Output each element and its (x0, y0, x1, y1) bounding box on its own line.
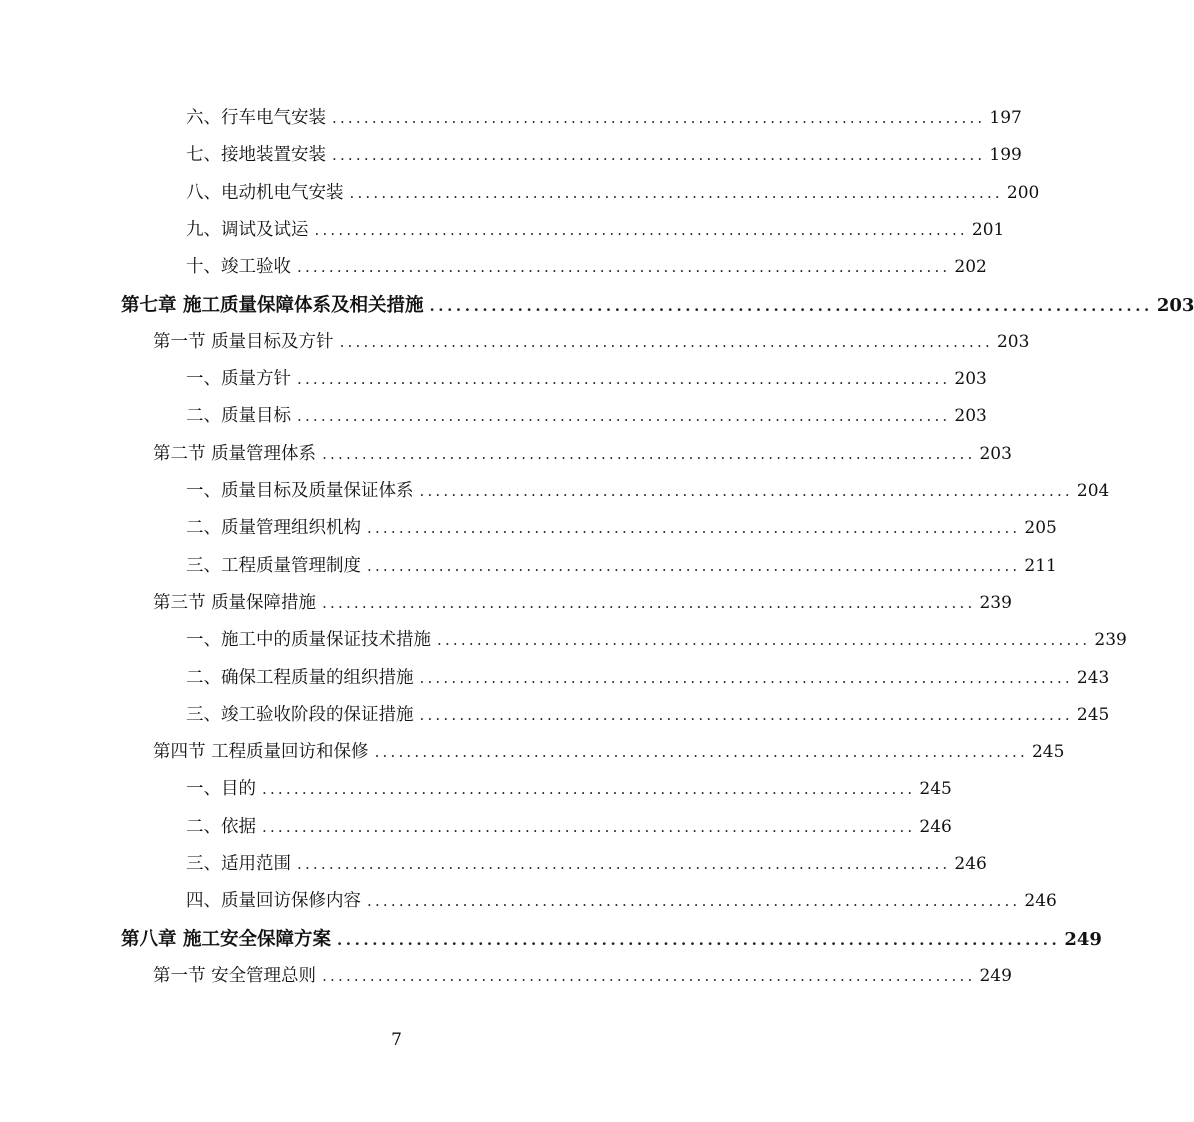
toc-entry[interactable] (186, 510, 1057, 547)
dot-leader: .................................................................................. (297, 855, 951, 873)
toc-entry-title: 第七章 施工质量保障体系及相关措施 (121, 294, 424, 316)
toc-entry[interactable] (186, 473, 1110, 510)
toc-entry-title: 七、接地装置安装 (186, 145, 326, 166)
toc-entry-title: 一、质量目标及质量保证体系 (186, 481, 414, 501)
toc-entry-title: 九、调试及试运 (186, 219, 309, 240)
toc-entry-title: 三、适用范围 (186, 854, 291, 874)
toc-entry-title: 第四节 工程质量回访和保修 (153, 742, 369, 763)
toc-entry-page: 204 (1076, 481, 1110, 501)
dot-leader: .................................................................................. (437, 631, 1091, 650)
toc-entry-page: 249 (1064, 928, 1102, 950)
toc-entry-title: 第三节 质量保障措施 (153, 592, 317, 613)
toc-entry-page: 243 (1076, 667, 1110, 688)
dot-leader: .................................................................................. (429, 296, 1153, 315)
toc-entry[interactable] (186, 398, 987, 435)
toc-entry-page: 211 (1024, 555, 1057, 576)
toc-entry[interactable] (186, 809, 952, 846)
toc-entry[interactable] (186, 548, 1057, 585)
toc-entry-title: 二、质量管理组织机构 (186, 518, 361, 539)
toc-entry-page: 246 (919, 816, 952, 837)
dot-leader: .................................................................................. (322, 593, 976, 612)
toc-entry-page: 197 (989, 108, 1022, 128)
toc-entry[interactable] (186, 249, 987, 286)
toc-entry-page: 203 (1156, 294, 1194, 316)
toc-entry-title: 四、质量回访保修内容 (186, 891, 361, 912)
dot-leader: .................................................................................. (332, 109, 986, 127)
toc-entry-title: 一、质量方针 (186, 369, 291, 390)
dot-leader: .................................................................................. (367, 892, 1021, 911)
toc-entry[interactable] (186, 883, 1057, 920)
toc-entry-page: 203 (954, 369, 987, 390)
toc-entry[interactable] (186, 622, 1127, 659)
toc-entry[interactable] (186, 361, 987, 398)
toc-section-entry[interactable] (153, 585, 1012, 622)
toc-entry-title: 八、电动机电气安装 (186, 182, 344, 203)
toc-entry[interactable] (186, 846, 987, 883)
toc-chapter-entry[interactable] (121, 287, 1194, 324)
toc-entry-page: 203 (996, 331, 1030, 352)
dot-leader: .................................................................................. (349, 183, 1003, 202)
toc-entry-title: 十、竣工验收 (186, 257, 291, 278)
dot-leader: .................................................................................. (322, 444, 976, 463)
toc-section-entry[interactable] (153, 734, 1065, 771)
dot-leader: .................................................................................. (367, 519, 1021, 538)
dot-leader: .................................................................................. (332, 146, 986, 165)
page-number: 7 (391, 1030, 402, 1050)
toc-entry-page: 239 (1094, 630, 1127, 651)
toc-entry[interactable] (186, 660, 1110, 697)
dot-leader: .................................................................................. (314, 220, 968, 239)
toc-entry[interactable] (186, 771, 952, 808)
toc-entry-title: 二、依据 (186, 816, 256, 837)
toc-entry[interactable] (186, 137, 1022, 174)
toc-entry-title: 第一节 安全管理总则 (153, 965, 317, 986)
toc-entry-page: 203 (979, 443, 1012, 464)
toc-entry-title: 第二节 质量管理体系 (153, 443, 317, 464)
dot-leader: .................................................................................. (297, 407, 951, 426)
dot-leader: .................................................................................. (262, 817, 916, 836)
dot-leader: .................................................................................. (336, 930, 1061, 949)
dot-leader: .................................................................................. (322, 966, 976, 985)
toc-entry[interactable] (186, 175, 1040, 212)
toc-entry[interactable] (186, 100, 1022, 137)
dot-leader: .................................................................................. (262, 780, 916, 799)
toc-entry-page: 245 (1031, 742, 1065, 763)
toc-entry-page: 201 (971, 219, 1005, 240)
toc-entry-page: 202 (954, 257, 987, 278)
dot-leader: .................................................................................. (297, 370, 951, 389)
toc-entry-title: 二、确保工程质量的组织措施 (186, 667, 414, 688)
toc-entry-page: 246 (954, 854, 987, 874)
dot-leader: .................................................................................. (419, 668, 1073, 687)
toc-entry-page: 199 (989, 145, 1022, 166)
toc-entry-page: 203 (954, 406, 987, 427)
toc-entry-title: 一、施工中的质量保证技术措施 (186, 630, 431, 651)
toc-entry-page: 200 (1006, 182, 1040, 203)
toc-entry-page: 239 (979, 592, 1012, 613)
toc-section-entry[interactable] (153, 436, 1012, 473)
toc-entry[interactable] (186, 212, 1005, 249)
toc-entry-title: 第八章 施工安全保障方案 (121, 928, 331, 950)
toc-entry-title: 第一节 质量目标及方针 (153, 331, 334, 352)
toc-entry-title: 三、竣工验收阶段的保证措施 (186, 704, 414, 725)
toc-entry-title: 二、质量目标 (186, 406, 291, 427)
dot-leader: .................................................................................. (339, 332, 993, 351)
toc-section-entry[interactable] (153, 958, 1012, 995)
dot-leader: .................................................................................. (367, 556, 1021, 575)
dot-leader: .................................................................................. (374, 743, 1028, 762)
dot-leader: .................................................................................. (297, 258, 951, 277)
dot-leader: .................................................................................. (419, 482, 1073, 500)
dot-leader: .................................................................................. (419, 705, 1073, 724)
toc-entry-title: 六、行车电气安装 (186, 108, 326, 128)
toc-entry-page: 245 (1076, 704, 1110, 725)
toc-entry[interactable] (186, 697, 1110, 734)
toc-entry-page: 245 (919, 779, 952, 800)
toc-entry-title: 一、目的 (186, 779, 256, 800)
toc-section-entry[interactable] (153, 324, 1030, 361)
toc-entry-title: 三、工程质量管理制度 (186, 555, 361, 576)
toc-chapter-entry[interactable] (121, 921, 1102, 958)
toc-entry-page: 249 (979, 965, 1012, 986)
toc-entry-page: 246 (1024, 891, 1057, 912)
toc-entry-page: 205 (1024, 518, 1057, 539)
